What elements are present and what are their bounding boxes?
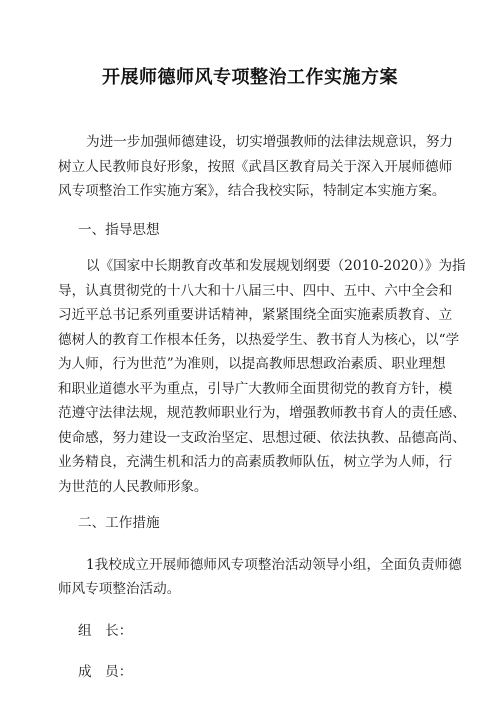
text-line: 业务精良，充满生机和活力的高素质教师队伍，树立学为人师，行	[58, 454, 453, 470]
text-line: 为人师，行为世范”为准则，以提高教师思想政治素质、职业理想	[58, 356, 446, 372]
intro-paragraph	[58, 130, 458, 204]
text-line: 和职业道德水平为重点，引导广大教师全面贯彻党的教育方针，模	[58, 380, 453, 397]
leader-label: 组 长：	[78, 622, 133, 639]
text-line: 为世范的人民教师形象。	[58, 478, 208, 495]
text-line: 导，认真贯彻党的十八大和十八届三中、四中、五中、六中全会和	[58, 282, 453, 299]
section-heading-work-measures: 二、工作措施	[78, 515, 160, 531]
document-title: 开展师德师风专项整治工作实施方案	[102, 67, 398, 88]
text-line: 树立人民教师良好形象，按照《武昌区教育局关于深入开展师德师	[58, 158, 453, 175]
text-line: 为进一步加强师德建设，切实增强教师的法律法规意识，努力	[86, 134, 454, 150]
work-measures-paragraph	[58, 553, 462, 602]
text-line: 风专项整治工作实施方案》，结合我校实际，特制定本实施方案。	[58, 183, 446, 199]
section-heading-guiding-ideology: 一、指导思想	[78, 221, 160, 238]
text-line: 习近平总书记系列重要讲话精神，紧紧围绕全面实施素质教育、立	[58, 307, 453, 323]
member-label: 成 员：	[78, 664, 133, 680]
document-body	[58, 130, 466, 685]
text-line: 使命感，努力建设一支政治坚定、思想过硬、依法执教、品德高尚、	[58, 429, 466, 446]
text-line: 以《国家中长期教育改革和发展规划纲要（2010-2020）》为指	[86, 258, 466, 274]
guiding-ideology-paragraph	[58, 254, 466, 499]
text-line: 师风专项整治活动。	[58, 581, 181, 597]
text-line: 范遵守法律法规，规范教师职业行为，增强教师教书育人的责任感、	[58, 405, 466, 421]
text-line: 德树人的教育工作根本任务，以热爱学生、教书育人为核心，以“学	[58, 331, 460, 348]
text-line: 1我校成立开展师德师风专项整治活动领导小组，全面负责师德	[86, 556, 462, 573]
